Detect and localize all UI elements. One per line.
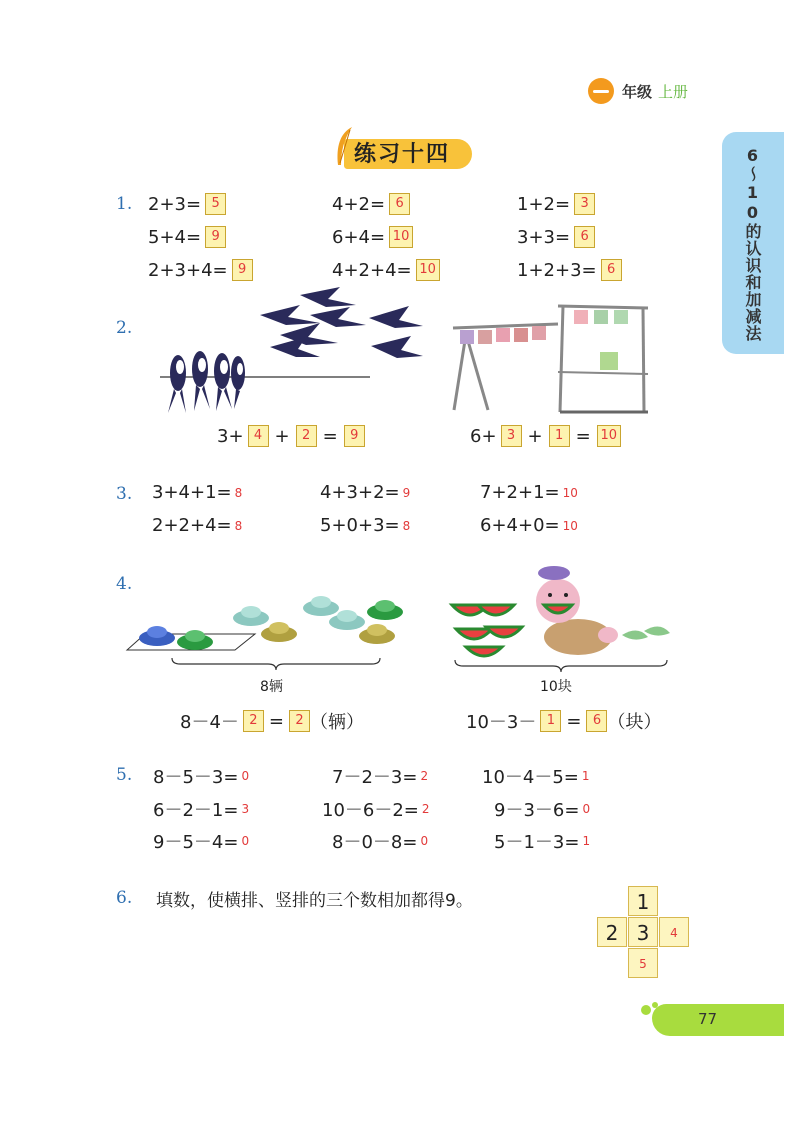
q1-item: 5+4= 9	[148, 226, 226, 248]
answer-text: 0	[420, 834, 429, 848]
q1-item: 4+2= 6	[332, 193, 410, 215]
question-number-5: 5.	[116, 765, 133, 785]
q5-item: 7－2－3= 2	[332, 767, 429, 788]
swallow-perched	[168, 355, 186, 413]
q5-item: 10－4－5= 1	[482, 767, 590, 788]
question-number-3: 3.	[116, 484, 133, 504]
swallow-perched	[214, 353, 232, 411]
page-number: 77	[698, 1010, 718, 1028]
answer-box[interactable]: 1	[540, 710, 561, 732]
leaf-decoration-icon	[640, 1000, 660, 1016]
q5-item: 9－5－4= 0	[153, 832, 250, 853]
feather-icon	[332, 125, 356, 167]
grade-one-icon	[588, 78, 614, 104]
answer-text: 10	[562, 518, 578, 533]
grid-cell-bottom[interactable]: 5	[628, 948, 658, 978]
question-number-4: 4.	[116, 574, 133, 594]
swallows-flying	[260, 287, 366, 357]
page-number-badge	[652, 1004, 784, 1036]
question-number-1: 1.	[116, 194, 133, 214]
answer-box[interactable]: 3	[574, 193, 595, 215]
q3-item: 7+2+1= 10	[480, 482, 578, 503]
q3-item: 3+4+1= 8	[152, 482, 243, 503]
q1-item: 2+3+4= 9	[148, 259, 253, 281]
answer-box[interactable]: 1	[549, 425, 570, 447]
car-icon	[139, 626, 175, 646]
grade-sub-label: 上册	[658, 82, 689, 101]
car-icon	[177, 630, 213, 650]
answer-text: 9	[402, 485, 411, 500]
right-brace	[453, 658, 669, 674]
car-icon	[261, 622, 297, 642]
answer-text: 8	[402, 518, 411, 533]
grade-header	[588, 78, 688, 104]
answer-box[interactable]: 3	[501, 425, 522, 447]
grid-cell-right[interactable]: 4	[659, 917, 689, 947]
answer-box[interactable]: 6	[586, 710, 607, 732]
answer-box[interactable]: 2	[243, 710, 264, 732]
answer-box[interactable]: 2	[289, 710, 310, 732]
grade-label: 年级	[622, 82, 653, 101]
answer-text: 1	[581, 769, 590, 783]
q1-item: 3+3= 6	[517, 226, 595, 248]
answer-box[interactable]: 5	[205, 193, 226, 215]
q3-item: 5+0+3= 8	[320, 515, 411, 536]
q5-item: 10－6－2= 2	[322, 800, 430, 821]
answer-box[interactable]: 10	[416, 259, 440, 281]
answer-text: 1	[582, 834, 591, 848]
q5-item: 8－0－8= 0	[332, 832, 429, 853]
answer-text: 3	[241, 802, 250, 816]
number-cross-grid	[597, 886, 689, 978]
answer-text: 8	[234, 485, 243, 500]
answer-text: 0	[582, 802, 591, 816]
chapter-title: 6～10的认识和加减法	[743, 146, 762, 342]
shirts	[460, 310, 628, 370]
swallow-perched	[231, 356, 245, 409]
answer-text: 8	[234, 518, 243, 533]
q4-left-equation: 8－4－ 2 = 2 （辆）	[180, 710, 364, 733]
answer-box[interactable]: 10	[597, 425, 621, 447]
answer-box[interactable]: 9	[232, 259, 253, 281]
question-number-2: 2.	[116, 318, 133, 338]
grid-cell-left[interactable]: 2	[597, 917, 627, 947]
clothes-rack-illustration	[448, 300, 658, 425]
q1-item: 2+3= 5	[148, 193, 226, 215]
answer-box[interactable]: 2	[296, 425, 317, 447]
answer-box[interactable]: 4	[248, 425, 269, 447]
car-icon	[367, 600, 403, 620]
q3-item: 2+2+4= 8	[152, 515, 243, 536]
answer-box[interactable]: 9	[344, 425, 365, 447]
answer-box[interactable]: 10	[389, 226, 413, 248]
pig-icon	[536, 566, 618, 655]
q1-item: 1+2+3= 6	[517, 259, 622, 281]
q3-item: 4+3+2= 9	[320, 482, 411, 503]
answer-text: 2	[420, 769, 429, 783]
q5-item: 5－1－3= 1	[494, 832, 591, 853]
page-title: 练习十四	[354, 142, 451, 167]
answer-box[interactable]: 9	[205, 226, 226, 248]
grid-cell-top[interactable]: 1	[628, 886, 658, 916]
q5-item: 8－5－3= 0	[153, 767, 250, 788]
answer-text: 10	[562, 485, 578, 500]
q5-item: 9－3－6= 0	[494, 800, 591, 821]
swallows-flying-right	[365, 300, 425, 370]
q1-item: 4+2+4= 10	[332, 259, 440, 281]
car-icon	[303, 596, 339, 616]
cars-illustration	[125, 590, 415, 665]
swallows-illustration	[160, 285, 380, 415]
q3-item: 6+4+0= 10	[480, 515, 578, 536]
watermelon-pig-illustration	[448, 565, 673, 665]
left-brace	[170, 656, 382, 672]
grid-cell-center[interactable]: 3	[628, 917, 658, 947]
watermelon-rinds	[622, 626, 670, 639]
question-number-6: 6.	[116, 888, 133, 908]
answer-text: 2	[421, 802, 430, 816]
answer-box[interactable]: 6	[389, 193, 410, 215]
answer-box[interactable]: 6	[601, 259, 622, 281]
car-icon	[233, 606, 269, 626]
swallow-perched	[192, 351, 210, 411]
answer-box[interactable]: 6	[574, 226, 595, 248]
q2-right-equation: 6+ 3 + 1 = 10	[470, 425, 621, 447]
q5-item: 6－2－1= 3	[153, 800, 250, 821]
watermelon-total-label: 10块	[540, 679, 572, 695]
answer-text: 0	[241, 834, 250, 848]
q6-instruction: 填数，使横排、竖排的三个数相加都得9。	[156, 891, 473, 911]
car-icon	[359, 624, 395, 644]
q1-item: 6+4= 10	[332, 226, 413, 248]
q4-right-equation: 10－3－ 1 = 6 （块）	[466, 710, 662, 733]
q1-item: 1+2= 3	[517, 193, 595, 215]
answer-text: 0	[241, 769, 250, 783]
cars-total-label: 8辆	[260, 679, 283, 695]
chapter-side-tab	[722, 132, 784, 354]
q2-left-equation: 3+ 4 + 2 = 9	[217, 425, 365, 447]
watermelon-slices	[452, 605, 522, 656]
exercise-title	[330, 125, 475, 175]
